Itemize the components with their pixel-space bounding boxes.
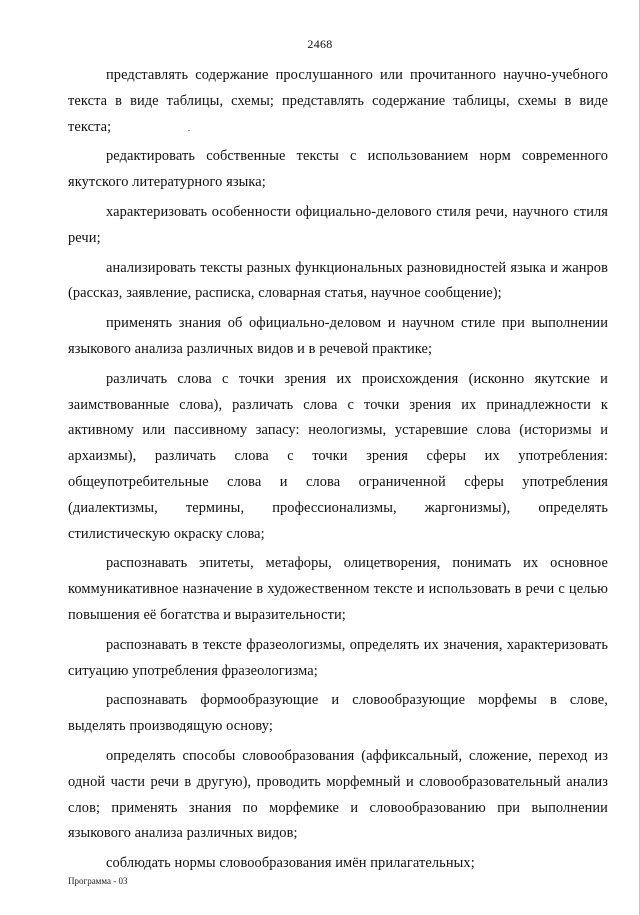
page-number: 2468 [307,37,333,51]
paragraph: распознавать в тексте фразеологизмы, определять их значения, характеризовать ситуацию употребления фразеологизма; [68,636,608,679]
paragraph: анализировать тексты разных функциональных разновидностей языка и жанров (рассказ, заявление, расписка, словарная статья, научное сообщение); [68,259,608,302]
footer-program-label: Программа - 03 [68,876,128,886]
paragraph: соблюдать нормы словообразования имён прилагательных; [106,855,475,872]
paragraph: распознавать формообразующие и словообразующие морфемы в слове, выделять производящую основу; [68,692,608,735]
paragraph: применять знания об официально-деловом и научном стиле при выполнении языкового анализа различных видов и в речевой практике; [68,315,608,357]
paragraph: определять способы словообразования (аффиксальный, сложение, переход из одной части речи в другую), проводить морфемный и словообразовательный анализ слов; применять знания по морфемике и словообразованию при выполнении языкового анализа различных видов; [68,747,608,842]
document-body [68,63,608,881]
paragraph: редактировать собственные тексты с использованием норм современного якутского литературного языка; [68,148,608,191]
paragraph: характеризовать особенности официально-делового стиля речи, научного стиля речи; [68,203,608,246]
paragraph: представлять содержание прослушанного или прочитанного научно-учебного текста в виде таблицы, схемы; представлять содержание таблицы, схемы в виде текста; [68,67,608,135]
paragraph: распознавать эпитеты, метафоры, олицетворения, понимать их основное коммуникативное назначение в художественном тексте и использовать в речи с целью повышения её богатства и выразительности; [68,555,608,623]
paragraph: различать слова с точки зрения их происхождения (исконно якутские и заимствованные слова), различать слова с точки зрения их принадлежности к активному или пассивному запасу: неологизмы, устаревшие слова (историзмы и архаизмы), различать слова с точки зрения сферы их употребления: общеупотребительные слова и слова ограниченной сферы употребления (диалектизмы, термины, профессионализмы, жаргонизмы), определять стилистическую окраску слова; [68,370,608,542]
